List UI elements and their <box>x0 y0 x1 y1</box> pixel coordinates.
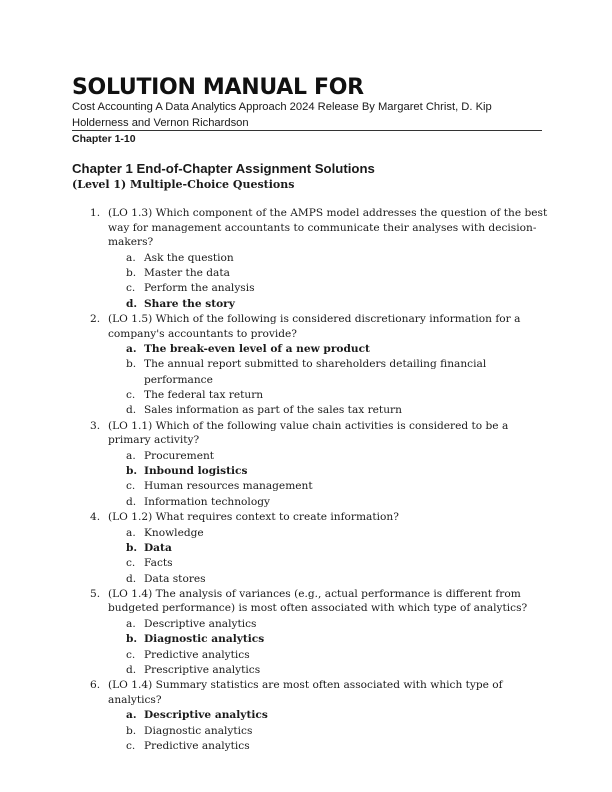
correct-answer-item <box>126 541 550 556</box>
choice-item <box>126 556 550 571</box>
choice-item <box>126 281 550 296</box>
choice-letter: d. <box>126 663 137 676</box>
choice-list <box>108 708 550 754</box>
choice-letter: c. <box>126 480 136 493</box>
choice-item <box>126 572 550 587</box>
choice-text: Sales information as part of the sales tax return <box>144 404 402 417</box>
choice-item <box>126 357 550 388</box>
choice-item <box>126 663 550 678</box>
question-text: (LO 1.3) Which component of the AMPS model addresses the question of the best way for management accountants to communicate their analyses with decision-makers? <box>108 207 548 249</box>
question-number: 5. <box>90 587 101 600</box>
question-item <box>90 678 550 754</box>
choice-letter: b. <box>126 358 137 371</box>
choice-list <box>108 449 550 510</box>
question-item <box>90 587 550 678</box>
choice-text: Master the data <box>144 267 230 280</box>
choice-letter: a. <box>126 343 137 356</box>
question-number: 2. <box>90 312 101 325</box>
choice-text: The annual report submitted to shareholders detailing financial performance <box>144 358 487 386</box>
choice-text: Data stores <box>144 572 206 585</box>
choice-item <box>126 617 550 632</box>
choice-item <box>126 449 550 464</box>
choice-list <box>108 251 550 312</box>
choice-text: Ask the question <box>144 251 234 264</box>
question-number: 3. <box>90 419 101 432</box>
choice-letter: b. <box>126 633 138 646</box>
correct-answer-item <box>126 464 550 479</box>
question-text: (LO 1.4) Summary statistics are most often associated with which type of analytics? <box>108 679 503 706</box>
choice-text: Diagnostic analytics <box>144 633 265 646</box>
choice-letter: d. <box>126 404 137 417</box>
document-title: SOLUTION MANUAL FOR <box>72 75 364 100</box>
question-list <box>90 206 550 754</box>
choice-item <box>126 526 550 541</box>
question-text: (LO 1.4) The analysis of variances (e.g., actual performance is different from budgeted performance) is most often associated with which type of analytics? <box>108 587 528 615</box>
question-text: (LO 1.5) Which of the following is considered discretionary information for a company's accountants to provide? <box>108 312 521 340</box>
correct-answer-item <box>126 297 550 312</box>
choice-letter: d. <box>126 572 137 585</box>
choice-letter: a. <box>126 617 136 630</box>
question-number: 1. <box>90 207 101 219</box>
chapter-range: Chapter 1-10 <box>72 133 136 145</box>
correct-answer-item <box>126 708 550 723</box>
choice-text: Human resources management <box>144 480 313 493</box>
choice-text: Knowledge <box>144 526 204 539</box>
choice-letter: a. <box>126 449 136 462</box>
choice-text: Facts <box>144 557 173 570</box>
choice-text: Data <box>144 541 172 554</box>
choice-letter: c. <box>126 389 136 402</box>
question-number: 4. <box>90 511 101 524</box>
choice-item <box>126 388 550 403</box>
choice-text: Predictive analytics <box>144 648 250 661</box>
correct-answer-item <box>126 632 550 647</box>
choice-letter: c. <box>126 557 136 570</box>
choice-text: Perform the analysis <box>144 282 255 295</box>
question-item <box>90 206 550 312</box>
choice-letter: b. <box>126 267 137 280</box>
question-number: 6. <box>90 679 101 692</box>
choice-text: Diagnostic analytics <box>144 724 253 737</box>
header-divider <box>72 130 542 131</box>
choice-text: Predictive analytics <box>144 739 250 752</box>
choice-item <box>126 479 550 494</box>
question-text: (LO 1.2) What requires context to create information? <box>108 511 399 524</box>
choice-letter: c. <box>126 739 136 752</box>
choice-item <box>126 648 550 663</box>
choice-item <box>126 251 550 266</box>
choice-item <box>126 724 550 739</box>
section-subtitle: (Level 1) Multiple-Choice Questions <box>72 178 295 191</box>
choice-list <box>108 617 550 678</box>
choice-text: Inbound logistics <box>144 465 248 478</box>
choice-text: Information technology <box>144 495 270 508</box>
choice-list <box>108 526 550 587</box>
choice-item <box>126 495 550 510</box>
choice-letter: d. <box>126 297 138 310</box>
correct-answer-item <box>126 342 550 357</box>
choice-text: The federal tax return <box>144 389 264 402</box>
question-item <box>90 419 550 510</box>
choice-letter: c. <box>126 648 136 661</box>
choice-letter: a. <box>126 251 136 264</box>
choice-text: Procurement <box>144 449 215 462</box>
book-subtitle: Cost Accounting A Data Analytics Approach 2024 Release By Margaret Christ, D. Kip Holderness and Vernon Richardson <box>72 101 492 129</box>
choice-letter: b. <box>126 541 138 554</box>
question-text: (LO 1.1) Which of the following value chain activities is considered to be a primary activity? <box>108 419 509 447</box>
choice-item <box>126 403 550 418</box>
choice-text: Descriptive analytics <box>144 617 257 630</box>
question-item <box>90 312 550 419</box>
choice-item <box>126 266 550 281</box>
choice-text: The break-even level of a new product <box>144 343 370 356</box>
choice-list <box>108 342 550 418</box>
choice-letter: b. <box>126 724 137 737</box>
choice-text: Descriptive analytics <box>144 709 268 722</box>
section-title: Chapter 1 End-of-Chapter Assignment Solutions <box>72 161 375 176</box>
question-item <box>90 510 550 587</box>
choice-letter: d. <box>126 495 137 508</box>
choice-letter: b. <box>126 465 138 478</box>
choice-letter: a. <box>126 709 137 722</box>
choice-text: Share the story <box>144 297 235 310</box>
choice-text: Prescriptive analytics <box>144 663 261 676</box>
choice-letter: c. <box>126 282 136 295</box>
choice-letter: a. <box>126 526 136 539</box>
choice-item <box>126 739 550 754</box>
